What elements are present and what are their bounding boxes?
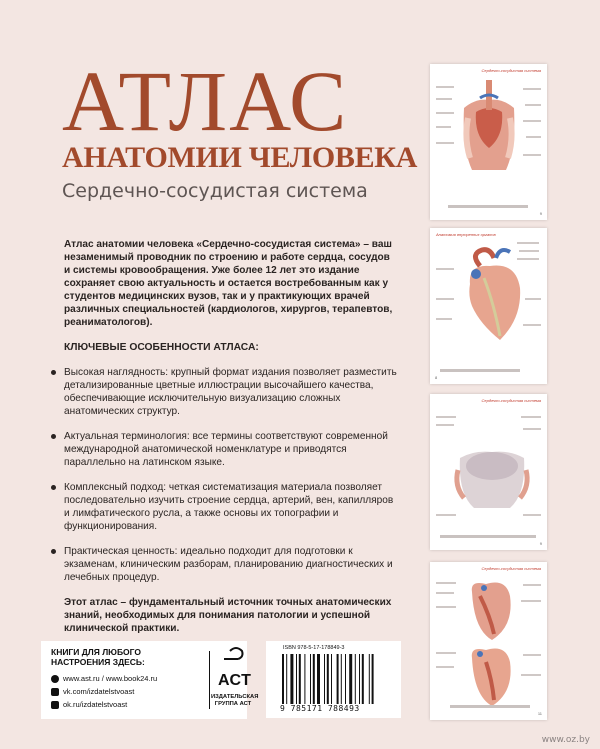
page-preview-2 bbox=[430, 228, 547, 384]
ok-link[interactable]: ok.ru/izdatelstvoast bbox=[51, 700, 127, 709]
intro-paragraph: Атлас анатомии человека «Сердечно-сосудистая система» – ваш незаменимый проводник по строению и работе сердца, сосудов и системы кровообращения. Уже более 12 лет это издание сохраняет свою актуальность и остается востребованным как у студентов медицинских вузов, так и у практикующих врачей различных специальностей (кардиологов, хирургов, терапевтов, реаниматологов). bbox=[64, 239, 393, 328]
publisher-heading: КНИГИ ДЛЯ ЛЮБОГО НАСТРОЕНИЯ ЗДЕСЬ: bbox=[51, 647, 145, 667]
feature-item: Практическая ценность: идеально подходит для подготовки к экзаменам, клиническим разборам, планированию диагностических и лечебных процедур. bbox=[64, 545, 398, 584]
outro-paragraph: Этот атлас – фундаментальный источник точных анатомических знаний, необходимых для понимания патологии и успешной клинической практики. bbox=[64, 597, 392, 634]
heart-base-illustration bbox=[454, 430, 530, 512]
description-block bbox=[64, 238, 398, 635]
heart-sections-illustration bbox=[466, 576, 516, 710]
feature-item: Актуальная терминология: все термины соответствуют современной международной анатомической номенклатуре и приводятся параллельно на латинском языке. bbox=[64, 430, 398, 469]
watermark: www.oz.by bbox=[541, 735, 590, 745]
atlas-system-name: Сердечно-сосудистая система bbox=[62, 180, 368, 202]
website-link[interactable]: www.ast.ru / www.book24.ru bbox=[51, 674, 157, 683]
page-preview-header: Анатомия внутренних органов bbox=[436, 232, 496, 237]
barcode-number: 9 785171 788493 bbox=[280, 704, 360, 713]
publisher-info-box bbox=[41, 641, 259, 719]
atlas-title: АТЛАС bbox=[62, 53, 349, 149]
feature-item: Высокая наглядность: крупный формат издания позволяет разместить детализированные цветные иллюстрации высочайшего качества, обеспечивающие исключительную визуализацию сложных анатомических структур. bbox=[64, 367, 397, 417]
ast-logo bbox=[216, 645, 251, 693]
page-preview-header: Сердечно-сосудистая система bbox=[481, 68, 541, 73]
vk-link[interactable]: vk.com/izdatelstvoast bbox=[51, 687, 134, 696]
page-preview-header: Сердечно-сосудистая система bbox=[481, 398, 541, 403]
page-number: 11 bbox=[537, 711, 542, 716]
barcode-box bbox=[266, 641, 401, 718]
page-preview-header: Сердечно-сосудистая система bbox=[481, 566, 541, 571]
page-number: 8 bbox=[435, 375, 438, 380]
page-preview-1 bbox=[430, 64, 547, 220]
barcode-image bbox=[282, 654, 386, 704]
vk-icon bbox=[51, 688, 59, 696]
feature-item: Комплексный подход: четкая систематизация материала позволяет последовательно изучить строение сердца, артерий, вен, капилляров и лимфатического русла, а также основы их топографии и функционирования. bbox=[64, 481, 398, 533]
footer-divider bbox=[209, 651, 210, 709]
page-number: 9 bbox=[539, 211, 542, 216]
page-number: 9 bbox=[539, 541, 542, 546]
page-preview-4 bbox=[430, 562, 547, 720]
publisher-name: ИЗДАТЕЛЬСКАЯ ГРУППА АСТ bbox=[211, 694, 259, 707]
page-preview-3 bbox=[430, 394, 547, 550]
svg-text:ACT: ACT bbox=[218, 672, 251, 689]
ok-icon bbox=[51, 701, 59, 709]
globe-icon bbox=[51, 675, 59, 683]
thorax-illustration bbox=[458, 78, 520, 176]
features-heading: КЛЮЧЕВЫЕ ОСОБЕННОСТИ АТЛАСА: bbox=[64, 342, 259, 353]
atlas-subtitle: АНАТОМИИ ЧЕЛОВЕКА bbox=[62, 141, 418, 174]
isbn-text: ISBN 978-5-17-178849-3 bbox=[283, 645, 345, 651]
